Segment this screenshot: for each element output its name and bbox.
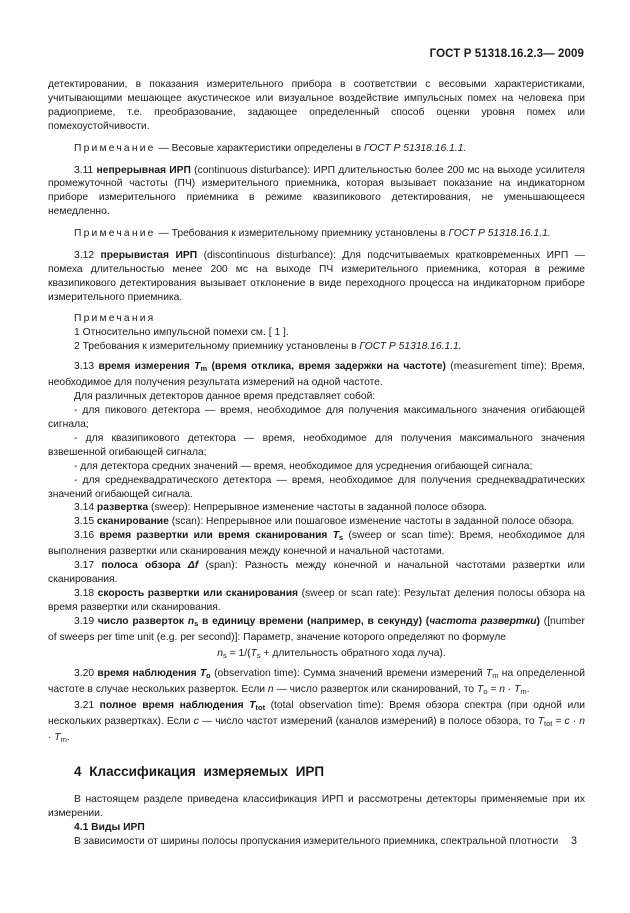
note-item-2 xyxy=(48,340,585,354)
term-number: 3.15 xyxy=(74,516,95,528)
note-ref: ГОСТ Р 51318.16.1.1. xyxy=(448,228,551,240)
term-symbol: T xyxy=(249,700,256,712)
term-title-a: время развертки или время сканирования xyxy=(99,530,333,542)
section-4-heading: 4 Классификация измеряемых ИРП xyxy=(74,763,325,779)
term-title: прерывистая ИРП xyxy=(100,250,198,262)
intro-paragraph: детектировании, в показания измерительного прибора в соответствии с весовыми характеристиками, учитывающими мешающее акустическое или визуальное воздействие импульсных помех на человека при радиоприеме, т.е. преобразование, задающее определенный способ оценки уровня помех или помехоустойчивости. xyxy=(48,79,585,132)
formula-sub: o xyxy=(483,687,488,697)
formula-sub: m xyxy=(492,671,499,681)
term-definition: на определенной частоте в случае нескольких разверток. Если xyxy=(48,668,585,696)
term-3-11 xyxy=(48,164,585,220)
term-number: 3.12 xyxy=(74,250,95,262)
term-definition: (measurement time): Время, необходимое для получения результата измерений на одной частоте. xyxy=(48,361,586,389)
note-receiver xyxy=(48,227,585,241)
detector-item-average: - для детектора средних значений — время, необходимое для усреднения огибающей сигнала; xyxy=(74,460,533,472)
term-definition: (scan): Непрерывное или пошаговое изменение частоты в заданной полосе обзора. xyxy=(168,516,575,528)
term-symbol: Δf xyxy=(187,560,199,572)
term-definition: (total observation time): Время обзора спектра (при одной или нескольких развертках). Если xyxy=(48,700,585,728)
formula-part: + длительность обратного хода луча). xyxy=(260,647,446,659)
detector-item-quasipeak: - для квазипикового детектора — время, необходимое для получения максимального значения взвешенной огибающей сигнала; xyxy=(48,432,585,458)
notes-label xyxy=(48,312,585,326)
term-title-italic: частота развертки xyxy=(429,615,537,627)
formula-var: n xyxy=(267,684,274,696)
note-text: — Требования к измерительному приемнику установлены в xyxy=(155,228,449,240)
term-title: непрерывная ИРП xyxy=(96,164,191,176)
term-number: 3.16 xyxy=(74,530,95,542)
formula-var: T xyxy=(477,684,484,696)
note-text: — Весовые характеристики определены в xyxy=(155,142,364,154)
formula-var: n xyxy=(217,647,224,659)
term-3-21 xyxy=(48,699,585,747)
note-label: Примечание xyxy=(74,142,156,154)
term-title-b: (время отклика, время задержки на частоте) xyxy=(207,361,446,373)
term-3-19 xyxy=(48,615,585,645)
term-definition: (sweep): Непрерывное изменение частоты в заданной полосе обзора. xyxy=(148,502,488,514)
formula-var: T xyxy=(537,716,544,728)
term-title xyxy=(98,361,445,372)
page-number: 3 xyxy=(570,835,577,847)
page-body xyxy=(48,78,585,849)
term-definition: (sweep or scan rate): Результат деления полосы обзора на время развертки или сканирования. xyxy=(48,587,586,613)
term-3-14 xyxy=(48,501,585,515)
term-symbol-sub: s xyxy=(339,533,344,543)
section-4-1-paragraph: В зависимости от ширины полосы пропускания измерительного приемника, спектральной плотности xyxy=(74,835,559,847)
formula-part: = c · n · T xyxy=(48,716,585,744)
detector-item-rms: - для среднеквадратического детектора — время, необходимое для получения среднеквадратических значений огибающей сигнала. xyxy=(48,474,585,500)
term-title: сканирование xyxy=(96,516,169,528)
section-4-1-heading: 4.1 Виды ИРП xyxy=(74,821,145,833)
formula-sub: tot xyxy=(544,719,553,729)
term-title xyxy=(99,530,343,541)
formula-end: . xyxy=(526,684,530,696)
term-number: 3.17 xyxy=(74,560,95,572)
term-title-a: полное время наблюдения xyxy=(99,700,250,712)
term-title-a: время наблюдения xyxy=(97,668,200,680)
formula-var: c xyxy=(193,716,199,728)
term-title xyxy=(98,616,540,627)
term-symbol: T xyxy=(194,361,201,373)
term-definition: — число разверток или сканирований, то xyxy=(273,684,478,696)
note-item-1: 1 Относительно импульсной помехи см. [ 1 ]. xyxy=(74,326,289,338)
term-symbol: T xyxy=(332,530,340,542)
term-title xyxy=(97,668,210,679)
term-title-a: число разверток xyxy=(97,615,188,627)
detector-item-peak: - для пикового детектора — время, необходимое для получения максимального значения огибающей сигнала; xyxy=(48,405,585,431)
term-definition: (discontinuous disturbance): Для подсчитываемых кратковременных ИРП — помеха длительностью менее 200 мс на выходе ПЧ измерительного приемника, которая в режиме квазипикового детектирования вызывает отклонение в виде переходного процесса на индикаторном приборе измерительного приемника. xyxy=(48,250,585,303)
term-symbol: T xyxy=(199,668,207,680)
term-title: скорость развертки или сканирования xyxy=(97,587,299,599)
term-number: 3.19 xyxy=(74,615,95,627)
term-3-17 xyxy=(48,559,585,587)
term-3-20 xyxy=(48,667,585,699)
term-3-16 xyxy=(48,529,585,559)
term-title xyxy=(101,560,198,571)
term-title-a: полоса обзора xyxy=(101,560,188,572)
formula-var: T xyxy=(250,647,257,659)
section-4-paragraph: В настоящем разделе приведена классификация ИРП и рассмотрены детекторы применяемые при их измерении. xyxy=(48,793,585,819)
term-title-a: время измерения xyxy=(98,361,195,373)
notes-label-text: Примечания xyxy=(74,312,156,324)
note-ref: ГОСТ Р 51318.16.1.1. xyxy=(359,340,462,352)
term-3-13 xyxy=(48,360,585,390)
term-number: 3.13 xyxy=(74,361,95,373)
term-definition: (continuous disturbance): ИРП длительностью более 200 мс на выходе усилителя промежуточной частоты (ПЧ) измерительного приемника, которая вызывает показание на индикаторном приборе измерительного приемника в режиме квазипикового детектирования, не уменьшающееся немедленно. xyxy=(48,164,585,218)
term-number: 3.11 xyxy=(74,164,94,176)
document-header: ГОСТ Р 51318.16.2.3— 2009 xyxy=(429,48,584,60)
formula-end: . xyxy=(66,732,70,744)
term-title-b: в единицу времени (например, в секунду) ( xyxy=(198,615,430,627)
term-number: 3.20 xyxy=(74,668,95,680)
term-symbol-sub: m xyxy=(200,364,208,374)
term-symbol: n xyxy=(187,615,195,627)
term-symbol-sub: tot xyxy=(255,703,266,713)
note-weighting xyxy=(48,142,585,156)
term-definition: (sweep or scan time): Время, необходимое для выполнения развертки или сканирования между конечной и начальной частотами. xyxy=(48,530,585,558)
detector-lead: Для различных детекторов данное время представляет собой: xyxy=(74,391,376,403)
term-definition: (span): Разность между конечной и начальной частотами развертки или сканирования. xyxy=(48,560,585,585)
formula-part: = 1/( xyxy=(226,647,251,659)
term-definition: (observation time): Сумма значений времени измерений xyxy=(210,668,486,680)
note-label: Примечание xyxy=(74,228,156,240)
term-number: 3.14 xyxy=(74,502,95,514)
formula-var: T xyxy=(485,668,493,680)
term-symbol-sub: s xyxy=(194,618,199,628)
formula-sub: m xyxy=(60,735,67,745)
term-title: развертка xyxy=(96,502,149,514)
formula-sub: s xyxy=(256,650,261,660)
note-item-text: 2 Требования к измерительному приемнику установлены в xyxy=(74,340,360,352)
term-symbol-sub: o xyxy=(206,671,211,681)
term-title xyxy=(100,700,265,711)
term-title-c: ) xyxy=(536,615,540,627)
term-3-18 xyxy=(48,587,585,615)
formula-sub: s xyxy=(223,650,227,660)
term-3-12 xyxy=(48,249,585,305)
note-ref: ГОСТ Р 51318.16.1.1. xyxy=(363,142,467,154)
term-number: 3.21 xyxy=(74,700,95,712)
term-definition: — число частот измерений (каналов измерений) в полосе обзора, то xyxy=(198,716,538,728)
term-definition: ([number of sweeps per time unit (e.g. per second)]: Параметр, значение которого определяют по формуле xyxy=(48,615,585,643)
term-3-15 xyxy=(48,515,585,529)
term-number: 3.18 xyxy=(74,587,95,599)
formula-part: = n · T xyxy=(487,684,521,696)
formula-sweep-rate xyxy=(48,647,585,663)
formula-sub: m xyxy=(520,687,527,697)
